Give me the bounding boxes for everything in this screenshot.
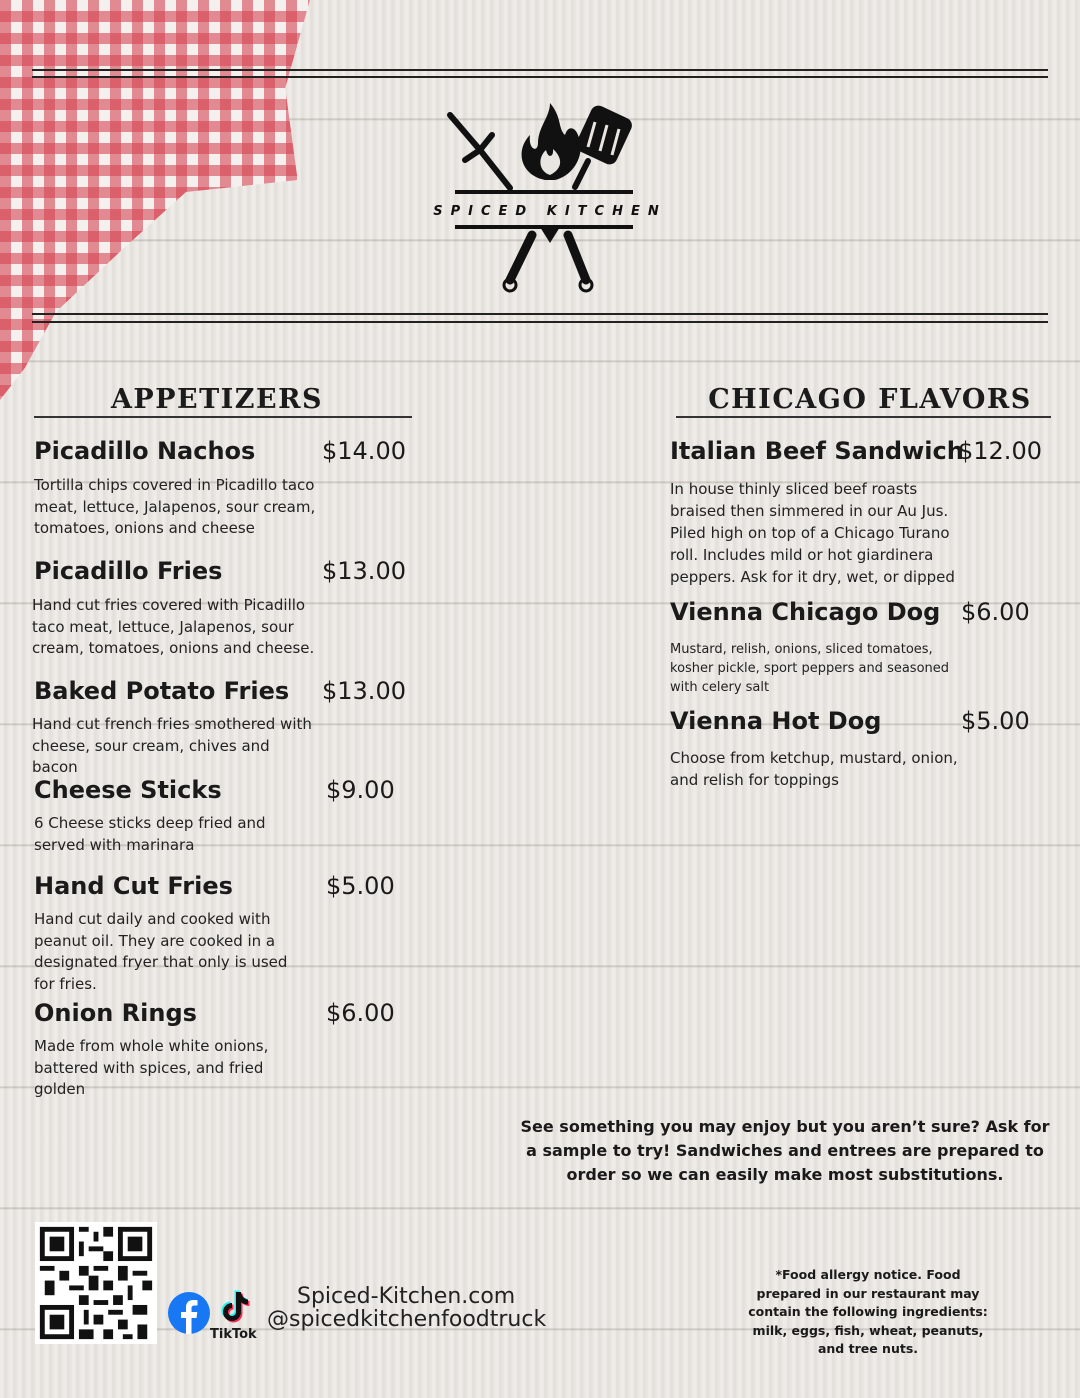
item-name: Onion Rings: [34, 999, 197, 1027]
item-description: In house thinly sliced beef roasts braised then simmered in our Au Jus. Piled high on top of a Chicago Turano roll. Includes mild or hot giardinera peppers. Ask for it dry, wet, or dipped: [670, 480, 955, 586]
item-name: Baked Potato Fries: [34, 677, 290, 705]
sample-note: See something you may enjoy but you aren’t sure? Ask for a sample to try! Sandwiches and entrees are prepared to order so we can easily make most substitutions.: [520, 1117, 1050, 1184]
facebook-icon[interactable]: [168, 1292, 210, 1334]
item-name: Vienna Hot Dog: [670, 707, 882, 735]
item-price: $9.00: [326, 776, 395, 804]
spiced-kitchen-logo: [410, 95, 690, 300]
item-description: Tortilla chips covered in Picadillo taco meat, lettuce, Jalapenos, sour cream, tomatoes, onions and cheese: [34, 476, 316, 537]
item-price: $13.00: [322, 677, 406, 705]
brand-name: SPICED KITCHEN: [433, 204, 667, 219]
item-description: Made from whole white onions, battered with spices, and fried golden: [34, 1037, 269, 1098]
item-name: Vienna Chicago Dog: [670, 598, 941, 626]
item-price: $13.00: [322, 557, 406, 585]
item-price: $5.00: [326, 872, 395, 900]
item-name: Picadillo Nachos: [34, 437, 256, 465]
tiktok-label: TikTok: [210, 1327, 257, 1342]
chicago-title: CHICAGO FLAVORS: [708, 384, 1032, 415]
social-handle[interactable]: @spicedkitchenfoodtruck: [267, 1307, 547, 1332]
item-name: Cheese Sticks: [34, 776, 222, 804]
mid-rule-2: [32, 321, 1048, 323]
top-rule: [32, 69, 1048, 71]
top-rule-2: [32, 76, 1048, 78]
item-price: $12.00: [958, 437, 1042, 465]
item-price: $6.00: [326, 999, 395, 1027]
website-link[interactable]: Spiced-Kitchen.com: [297, 1284, 516, 1309]
chicago-underline: [676, 416, 1051, 418]
item-description: Hand cut french fries smothered with cheese, sour cream, chives and bacon: [32, 715, 312, 776]
item-description: Hand cut fries covered with Picadillo taco meat, lettuce, Jalapenos, sour cream, tomatoes, onions and cheese.: [32, 596, 315, 657]
item-description: Hand cut daily and cooked with peanut oil. They are cooked in a designated fryer that only is used for fries.: [34, 910, 288, 993]
item-name: Italian Beef Sandwich: [670, 437, 964, 465]
appetizers-underline: [34, 416, 412, 418]
gingham-cloth-decoration: [0, 0, 310, 400]
item-description: Choose from ketchup, mustard, onion, and relish for toppings: [670, 749, 958, 789]
item-description: 6 Cheese sticks deep fried and served with marinara: [34, 814, 266, 854]
qr-code[interactable]: [35, 1222, 157, 1344]
mid-rule: [32, 313, 1048, 315]
item-name: Hand Cut Fries: [34, 872, 233, 900]
item-description: Mustard, relish, onions, sliced tomatoes, kosher pickle, sport peppers and seasoned with celery salt: [670, 642, 950, 695]
item-price: $14.00: [322, 437, 406, 465]
allergy-notice: *Food allergy notice. Food prepared in our restaurant may contain the following ingredients: milk, eggs, fish, wheat, peanuts, and tree nuts.: [748, 1267, 988, 1356]
item-price: $5.00: [961, 707, 1030, 735]
item-name: Picadillo Fries: [34, 557, 223, 585]
appetizers-title: APPETIZERS: [110, 384, 324, 415]
item-price: $6.00: [961, 598, 1030, 626]
tiktok-icon[interactable]: [214, 1286, 254, 1326]
